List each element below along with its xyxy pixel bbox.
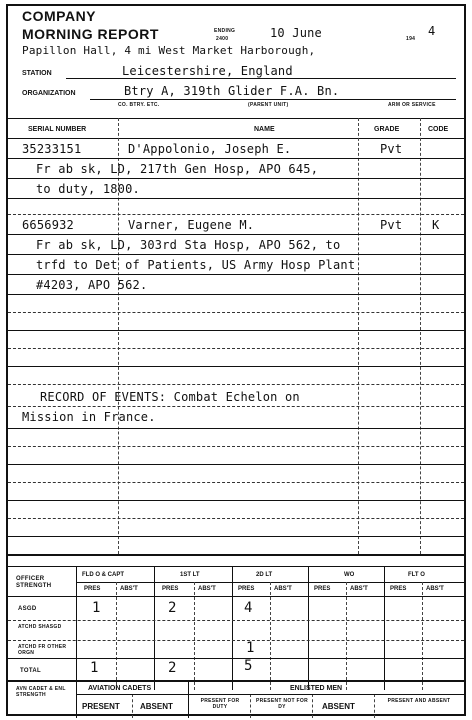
station-underline (66, 78, 456, 79)
pres-label: PRES (238, 586, 255, 592)
officer-strength-label: OFFICER STRENGTH (16, 576, 52, 589)
station-label: STATION (22, 70, 52, 77)
entry-2-remark-2: trfd to Det of Patients, US Army Hosp Plant (36, 258, 356, 272)
ending-label: ENDING (214, 28, 236, 34)
rank-2d-lt: 2D LT (256, 572, 273, 578)
entry-1-remark-2: to duty, 1800. (36, 182, 140, 196)
row-rule (8, 234, 464, 235)
column-header-top-rule (8, 118, 464, 119)
asgd-2d-lt-pres: 4 (244, 600, 253, 616)
org-sublabel-3: ARM OR SERVICE (388, 102, 436, 108)
col-divider (312, 694, 313, 718)
row-rule (8, 620, 464, 621)
rank-fld-capt: FLD O & CAPT (82, 572, 124, 578)
entry-2-serial: 6656932 (22, 218, 74, 232)
row-rule (8, 536, 464, 537)
total-1st-lt-pres: 2 (168, 660, 177, 676)
pres-label: PRES (314, 586, 331, 592)
column-header-grade: GRADE (374, 126, 400, 133)
total-fld-capt-pres: 1 (90, 660, 99, 676)
col-divider (250, 694, 251, 718)
org-sublabel-2: (PARENT UNIT) (248, 102, 289, 108)
row-rule (8, 178, 464, 179)
entry-1-remark-1: Fr ab sk, LD, 217th Gen Hosp, APO 645, (36, 162, 319, 176)
row-rule (76, 694, 464, 695)
col-divider (422, 582, 423, 690)
asgd-fld-capt-pres: 1 (92, 600, 101, 616)
org-sublabel-1: CO. BTRY. ETC. (118, 102, 160, 108)
col-divider (374, 694, 375, 718)
pres-label: PRES (390, 586, 407, 592)
row-rule (8, 446, 464, 447)
col-divider (76, 682, 77, 718)
row-rule (8, 658, 464, 659)
name-column-divider (358, 118, 359, 554)
em-present-for-duty-label: PRESENT FOR DUTY (200, 698, 240, 710)
row-rule (8, 198, 464, 199)
report-date: 10 June (270, 26, 322, 40)
grade-column-divider (420, 118, 421, 554)
em-present-not-for-duty-label: PRESENT NOT FOR DY (256, 698, 309, 710)
column-header-name: NAME (254, 126, 275, 133)
em-present-and-absent-label: PRESENT AND ABSENT (387, 698, 451, 704)
station-line-1: Papillon Hall, 4 mi West Market Harborough, (22, 44, 316, 57)
row-rule (8, 500, 464, 501)
row-rule (8, 214, 464, 215)
col-divider (384, 566, 385, 690)
row-label-total: TOTAL (20, 668, 41, 674)
row-label-atchd-fr-other: ATCHD FR OTHER ORGN (18, 644, 67, 656)
col-divider (308, 566, 309, 690)
avn-cadet-enl-strength-label: AVN CADET & ENL STRENGTH (16, 686, 66, 698)
row-rule (8, 640, 464, 641)
column-header-code: CODE (428, 126, 449, 133)
entry-2-grade: Pvt (380, 218, 403, 232)
col-divider (76, 566, 77, 690)
abs-label: ABS'T (350, 586, 368, 592)
row-rule (8, 330, 464, 331)
pres-label: PRES (162, 586, 179, 592)
entry-1-serial: 35233151 (22, 142, 82, 156)
col-divider (132, 694, 133, 718)
year-prefix: 194 (406, 36, 416, 42)
atchd-2d-lt-pres: 1 (246, 640, 255, 656)
row-rule (8, 366, 464, 367)
cadets-absent-label: ABSENT (140, 702, 173, 711)
strength-section-rule (8, 554, 464, 556)
col-divider (270, 582, 271, 690)
em-absent-label: ABSENT (322, 702, 355, 711)
entry-1-name: D'Appolonio, Joseph E. (128, 142, 292, 156)
year-value: 4 (428, 24, 436, 38)
row-rule (8, 158, 464, 159)
morning-report-form (6, 4, 466, 716)
row-rule (8, 596, 464, 597)
record-of-events-line-1: RECORD OF EVENTS: Combat Echelon on (40, 390, 300, 404)
cadets-present-label: PRESENT (82, 702, 120, 711)
station-line-2: Leicestershire, England (122, 64, 293, 78)
col-divider (154, 566, 155, 690)
organization-value: Btry A, 319th Glider F.A. Bn. (124, 84, 340, 98)
form-title-morning-report: MORNING REPORT (22, 26, 159, 42)
abs-label: ABS'T (198, 586, 216, 592)
col-divider (116, 582, 117, 690)
total-2d-lt-pres: 5 (244, 658, 253, 674)
rank-1st-lt: 1ST LT (180, 572, 200, 578)
row-rule (8, 294, 464, 295)
row-rule (8, 518, 464, 519)
row-rule (8, 406, 464, 407)
col-divider (188, 682, 189, 718)
row-rule (8, 312, 464, 313)
column-header-serial: SERIAL NUMBER (28, 126, 87, 133)
entry-2-remark-1: Fr ab sk, LD, 303rd Sta Hosp, APO 562, to (36, 238, 341, 252)
record-of-events-line-2: Mission in France. (22, 410, 156, 424)
row-label-atchd-shasgd: ATCHD SHASGD (18, 624, 62, 630)
entry-2-code: K (432, 218, 440, 232)
entry-1-grade: Pvt (380, 142, 403, 156)
time-label: 2400 (216, 36, 229, 42)
col-divider (232, 566, 233, 690)
organization-label: ORGANIZATION (22, 90, 76, 97)
row-rule (8, 482, 464, 483)
row-rule (8, 384, 464, 385)
row-label-asgd: ASGD (18, 606, 37, 612)
row-rule (8, 274, 464, 275)
col-divider (346, 582, 347, 690)
rank-wo: WO (344, 572, 355, 578)
asgd-1st-lt-pres: 2 (168, 600, 177, 616)
abs-label: ABS'T (274, 586, 292, 592)
col-divider (194, 582, 195, 690)
entry-2-name: Varner, Eugene M. (128, 218, 255, 232)
entry-2-remark-3: #4203, APO 562. (36, 278, 148, 292)
pres-label: PRES (84, 586, 101, 592)
enlisted-men-header: ENLISTED MEN (290, 685, 343, 692)
organization-underline (90, 99, 456, 100)
row-rule (8, 428, 464, 429)
abs-label: ABS'T (426, 586, 444, 592)
row-rule (8, 464, 464, 465)
rank-flt-o: FLT O (408, 572, 425, 578)
aviation-cadets-header: AVIATION CADETS (88, 685, 152, 692)
row-rule (8, 348, 464, 349)
row-rule (8, 254, 464, 255)
abs-label: ABS'T (120, 586, 138, 592)
form-title-company: COMPANY (22, 8, 97, 24)
column-header-bottom-rule (8, 138, 464, 139)
